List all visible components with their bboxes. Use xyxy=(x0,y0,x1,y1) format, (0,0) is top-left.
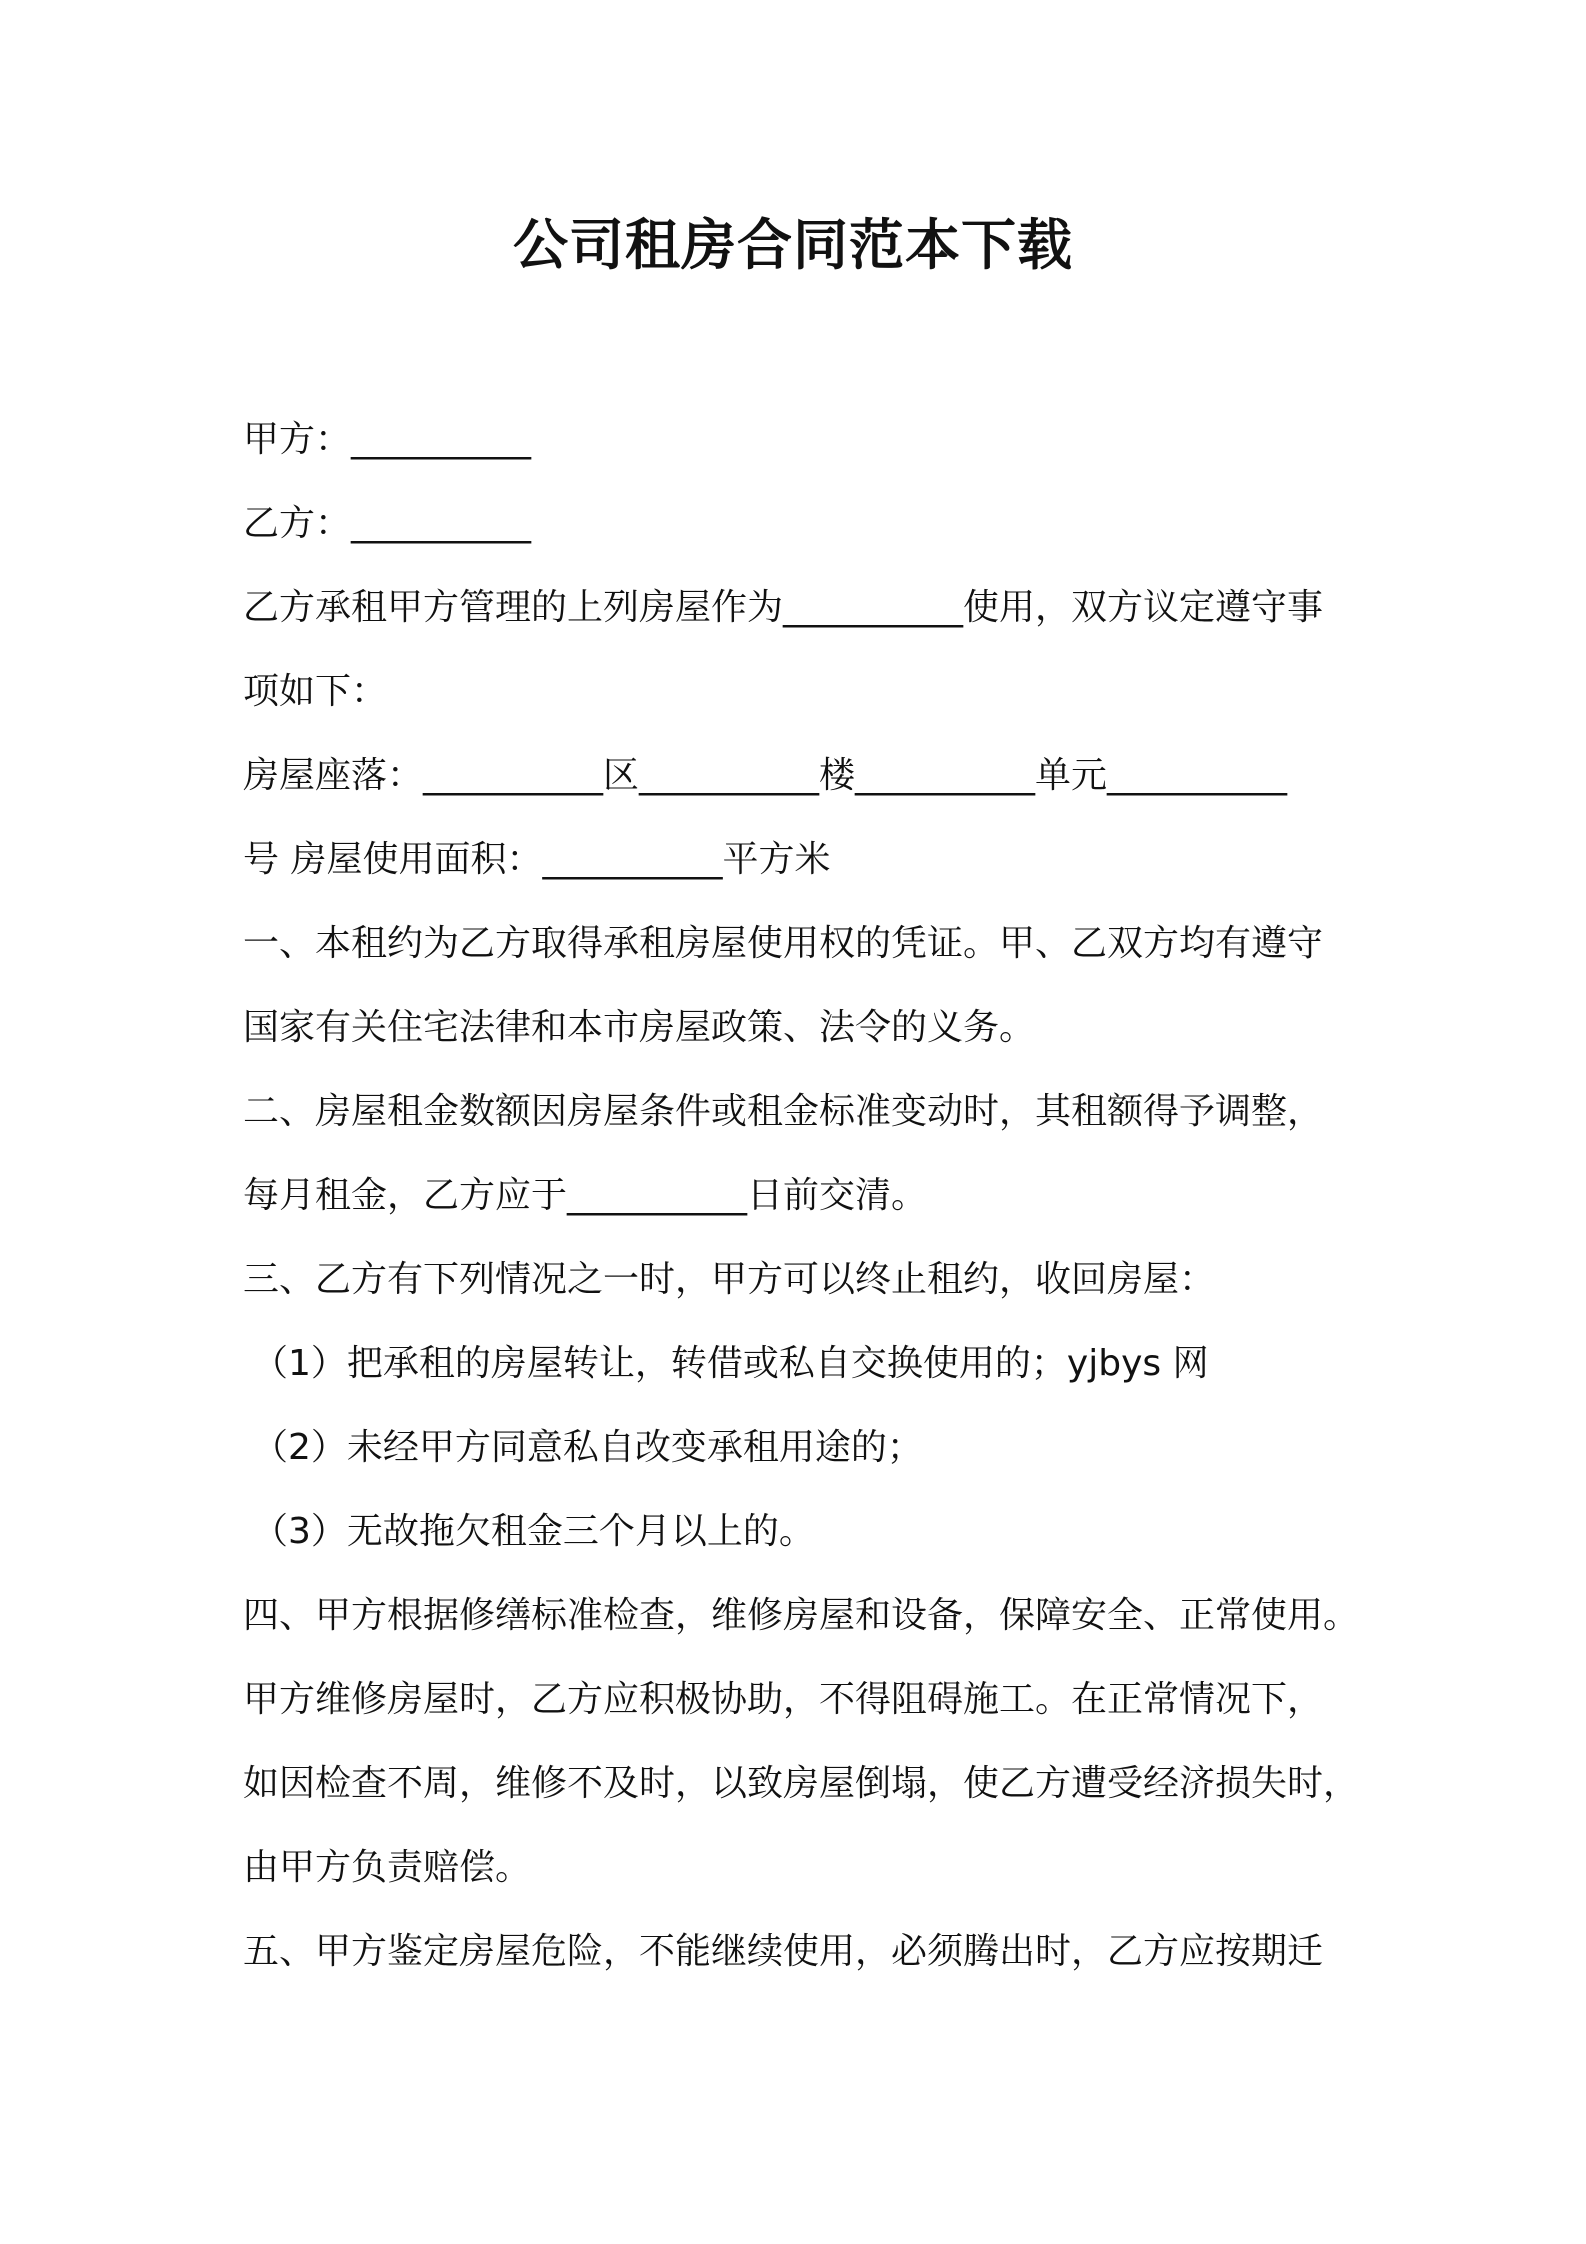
purpose-line: 乙方承租甲方管理的上列房屋作为__________使用，双方议定遵守事 xyxy=(243,587,1324,628)
clause-3-item-2: （2）未经甲方同意私自改变承租用途的； xyxy=(252,1427,923,1468)
document-title: 公司租房合同范本下载 xyxy=(512,213,1073,277)
clause-4-line-2: 甲方维修房屋时，乙方应积极协助，不得阻碍施工。在正常情况下， xyxy=(243,1679,1324,1720)
clause-4-line-3: 如因检查不周，维修不及时，以致房屋倒塌，使乙方遭受经济损失时， xyxy=(243,1763,1360,1804)
clause-2-line-1: 二、房屋租金数额因房屋条件或租金标准变动时，其租额得予调整， xyxy=(243,1091,1324,1132)
clause-1-line-2: 国家有关住宅法律和本市房屋政策、法令的义务。 xyxy=(243,1007,1036,1048)
clause-3-item-1: （1）把承租的房屋转让，转借或私自交换使用的；yjbys 网 xyxy=(252,1343,1209,1384)
clause-3-line-1: 三、乙方有下列情况之一时，甲方可以终止租约，收回房屋： xyxy=(243,1259,1216,1300)
clause-5-line-1: 五、甲方鉴定房屋危险，不能继续使用，必须腾出时，乙方应按期迁 xyxy=(243,1931,1324,1972)
property-location-line: 房屋座落：__________区__________楼__________单元__________ xyxy=(243,755,1288,796)
clause-3-item-3: （3）无故拖欠租金三个月以上的。 xyxy=(252,1511,815,1552)
clause-4-line-1: 四、甲方根据修缮标准检查，维修房屋和设备，保障安全、正常使用。 xyxy=(243,1595,1360,1636)
party-b-line: 乙方：__________ xyxy=(243,503,532,544)
clause-2-line-2: 每月租金，乙方应于__________日前交清。 xyxy=(243,1175,928,1216)
clause-1-line-1: 一、本租约为乙方取得承租房屋使用权的凭证。甲、乙双方均有遵守 xyxy=(243,923,1324,964)
property-area-line: 号 房屋使用面积：__________平方米 xyxy=(243,839,831,880)
clause-4-line-4: 由甲方负责赔偿。 xyxy=(243,1847,532,1888)
party-a-line: 甲方：__________ xyxy=(243,419,532,460)
purpose-line-continued: 项如下： xyxy=(243,671,388,712)
